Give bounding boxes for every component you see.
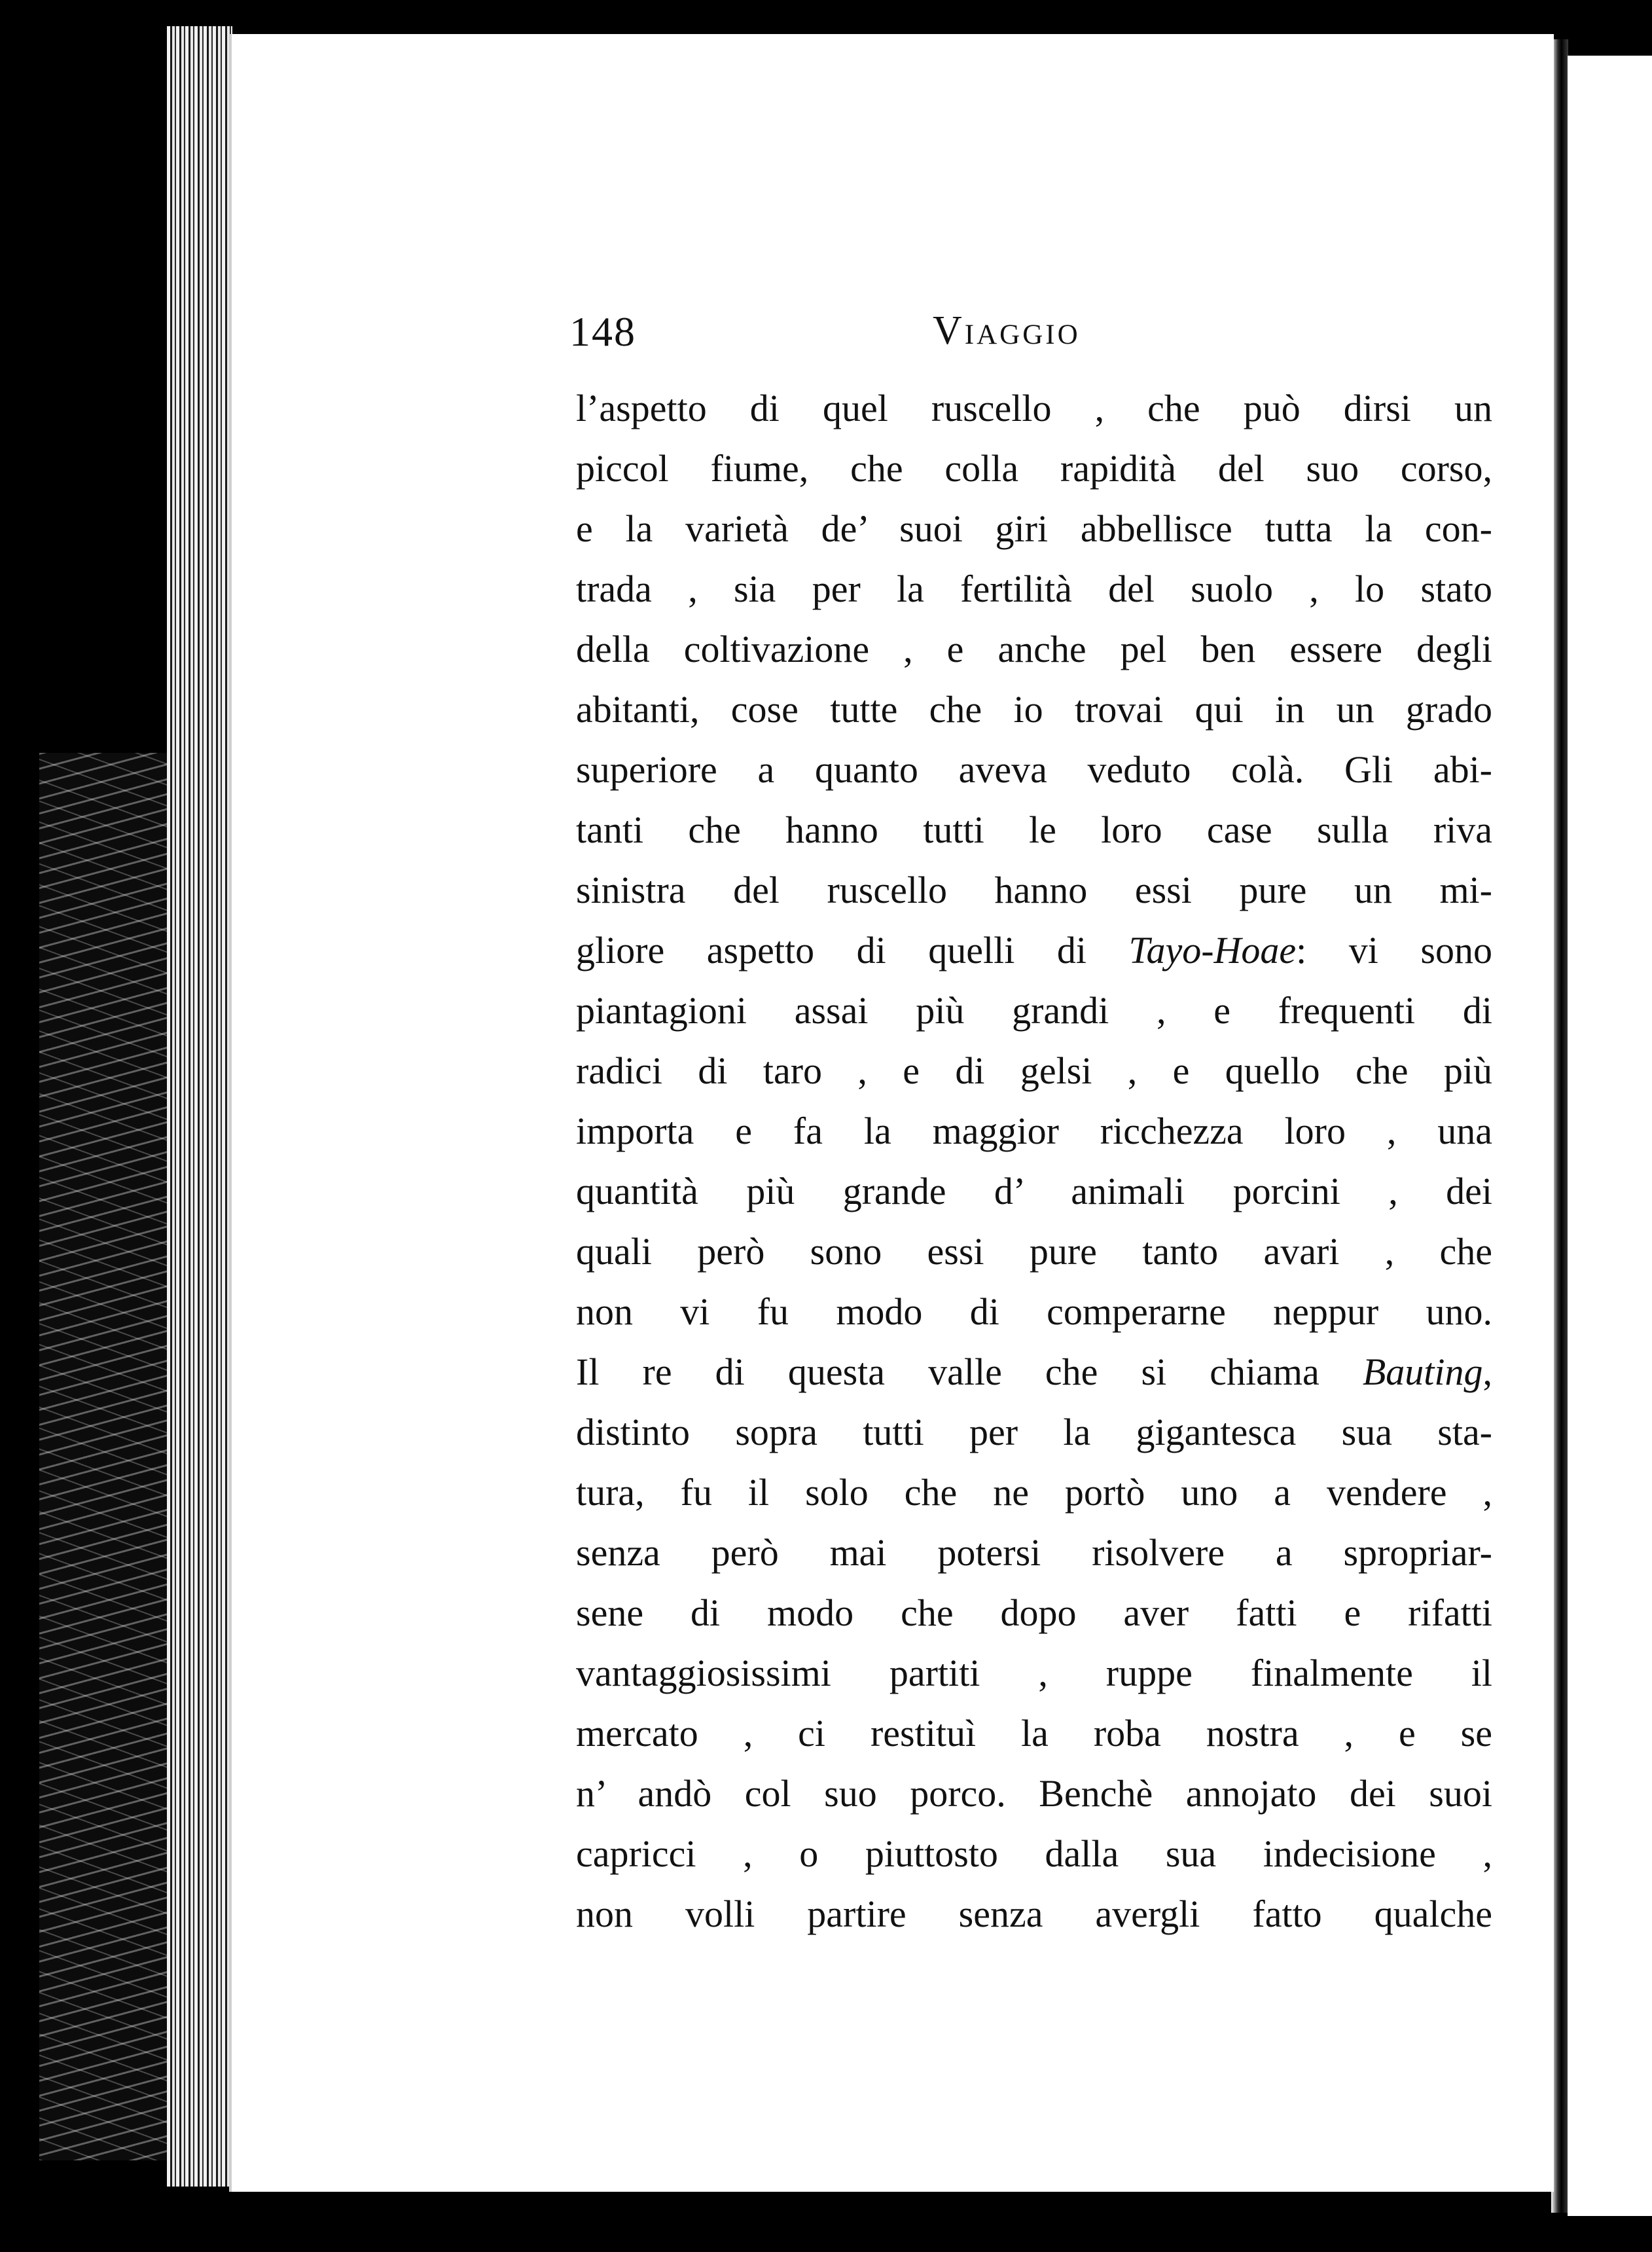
italic-king-name: Bauting (1362, 1351, 1483, 1393)
text-line: trada , sia per la fertilità del suolo , lo stato (576, 568, 1492, 610)
running-head (569, 308, 1499, 380)
text-line: l’aspetto di quel ruscello , che può dirsi un (576, 387, 1492, 429)
text-line: radici di taro , e di gelsi , e quello che più (576, 1049, 1492, 1092)
text-line: e la varietà de’ suoi giri abbellisce tutta la con- (576, 507, 1492, 550)
text-line: mercato , ci restituì la roba nostra , e se (576, 1712, 1492, 1754)
text-line: non vi fu modo di comperarne neppur uno. (576, 1290, 1492, 1333)
marbled-endpaper (39, 753, 177, 2160)
text-line: n’ andò col suo porco. Benchè annojato dei suoi (576, 1772, 1492, 1815)
page-edges (167, 26, 232, 2187)
text-line: capricci , o piuttosto dalla sua indecisione , (576, 1832, 1492, 1875)
text-line: sinistra del ruscello hanno essi pure un mi- (576, 869, 1492, 911)
page-number: 148 (569, 308, 636, 355)
text-line: della coltivazione , e anche pel ben essere degli (576, 628, 1492, 670)
text-line: Il re di questa valle che si chiama Bauting, (576, 1351, 1492, 1393)
text-line: superiore a quanto aveva veduto colà. Gli abi- (576, 748, 1492, 791)
text-line: sene di modo che dopo aver fatti e rifatti (576, 1591, 1492, 1634)
text-line: tura, fu il solo che ne portò uno a vendere , (576, 1471, 1492, 1514)
text-line: senza però mai potersi risolvere a spropriar- (576, 1531, 1492, 1574)
text-line: importa e fa la maggior ricchezza loro , una (576, 1110, 1492, 1152)
text-line: quali però sono essi pure tanto avari , che (576, 1230, 1492, 1273)
text-line: abitanti, cose tutte che io trovai qui in un grado (576, 688, 1492, 731)
body-text (576, 378, 1492, 1944)
facing-page (1568, 56, 1652, 2216)
text-line: piantagioni assai più grandi , e frequenti di (576, 989, 1492, 1032)
text-line: piccol fiume, che colla rapidità del suo corso, (576, 447, 1492, 490)
italic-place-name: Tayo-Hoae (1128, 929, 1297, 972)
text-line: quantità più grande d’ animali porcini , dei (576, 1170, 1492, 1212)
text-line: gliore aspetto di quelli di Tayo-Hoae: vi sono (576, 929, 1492, 972)
text-line: non volli partire senza avergli fatto qualche (576, 1893, 1492, 1935)
text-line: distinto sopra tutti per la gigantesca sua sta- (576, 1411, 1492, 1453)
text-line: vantaggiosissimi partiti , ruppe finalmente il (576, 1652, 1492, 1694)
header-title: Viaggio (933, 308, 1081, 353)
text-line: tanti che hanno tutti le loro case sulla riva (576, 808, 1492, 851)
